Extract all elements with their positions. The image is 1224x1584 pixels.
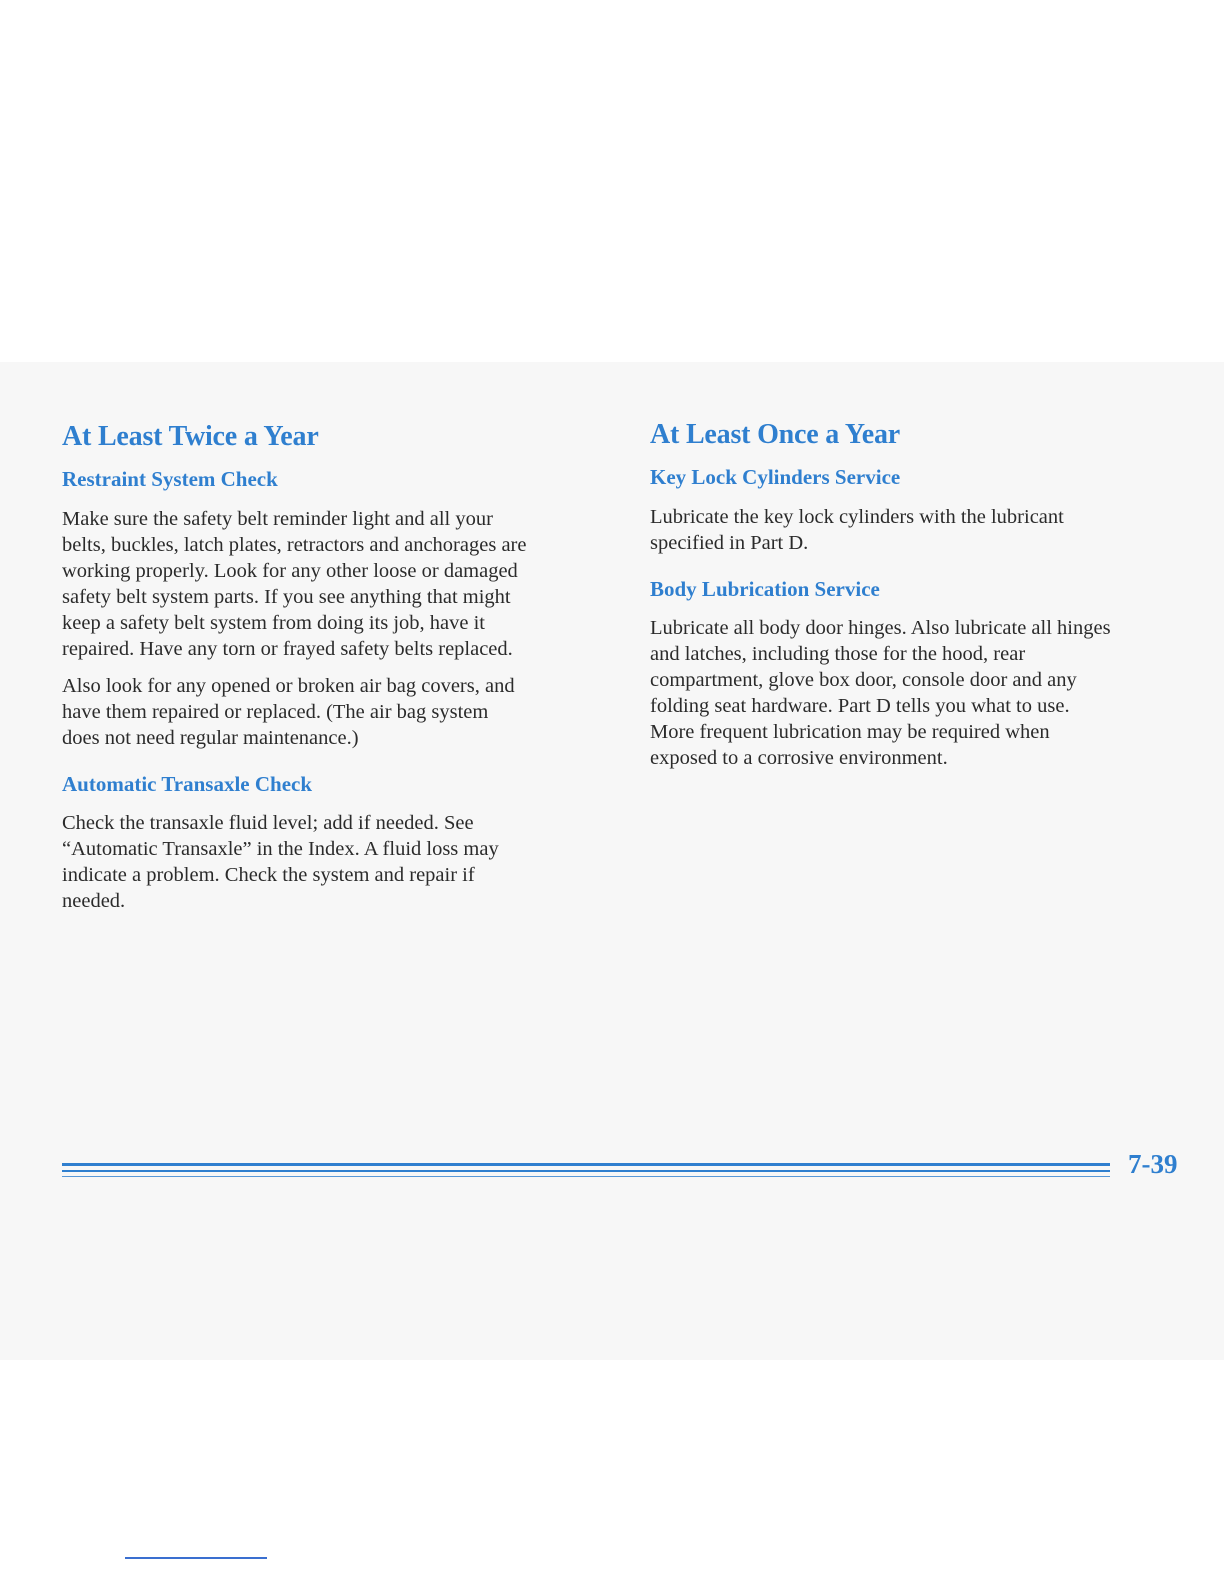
text-line: More frequent lubrication may be required when (650, 721, 1050, 743)
text-line: Also look for any opened or broken air bag covers, and (62, 675, 515, 697)
restraint-paragraph-2 (62, 673, 607, 751)
text-line: repaired. Have any torn or frayed safety belts replaced. (62, 638, 513, 660)
text-line: compartment, glove box door, console door and any (650, 669, 1077, 691)
text-line: belts, buckles, latch plates, retractors and anchorages are (62, 534, 527, 556)
text-line: Lubricate the key lock cylinders with the lubricant (650, 506, 1064, 528)
footer-rule (62, 1163, 1110, 1166)
text-line: working properly. Look for any other loose or damaged (62, 560, 518, 582)
footer-rule (62, 1176, 1110, 1177)
restraint-paragraph-1 (62, 506, 607, 662)
footer-rule (62, 1170, 1110, 1172)
key-lock-paragraph (650, 504, 1195, 556)
body-lubrication-paragraph (650, 615, 1195, 771)
text-line: Make sure the safety belt reminder light and all your (62, 508, 493, 530)
restraint-system-heading: Restraint System Check (62, 467, 278, 491)
text-line: exposed to a corrosive environment. (650, 747, 948, 769)
text-line: Lubricate all body door hinges. Also lubricate all hinges (650, 617, 1111, 639)
section-title-twice-a-year: At Least Twice a Year (62, 421, 319, 452)
text-line: safety belt system parts. If you see anything that might (62, 586, 511, 608)
key-lock-heading: Key Lock Cylinders Service (650, 465, 901, 489)
right-column (650, 362, 1195, 771)
bottom-divider (125, 1557, 267, 1559)
page-content-band (0, 362, 1224, 1360)
transaxle-heading: Automatic Transaxle Check (62, 772, 313, 796)
text-line: folding seat hardware. Part D tells you what to use. (650, 695, 1070, 717)
body-lubrication-heading: Body Lubrication Service (650, 577, 880, 601)
text-line: “Automatic Transaxle” in the Index. A fluid loss may (62, 838, 499, 860)
text-line: have them repaired or replaced. (The air bag system (62, 701, 489, 723)
text-line: does not need regular maintenance.) (62, 727, 359, 749)
text-line: indicate a problem. Check the system and repair if (62, 864, 475, 886)
left-column (62, 362, 607, 914)
section-title-once-a-year: At Least Once a Year (650, 419, 901, 450)
text-line: keep a safety belt system from doing its job, have it (62, 612, 486, 634)
text-line: specified in Part D. (650, 532, 809, 554)
text-line: Check the transaxle fluid level; add if needed. See (62, 812, 474, 834)
text-line: needed. (62, 890, 126, 912)
transaxle-paragraph (62, 810, 607, 914)
page-number: 7-39 (1128, 1149, 1178, 1179)
text-line: and latches, including those for the hood, rear (650, 643, 1026, 665)
